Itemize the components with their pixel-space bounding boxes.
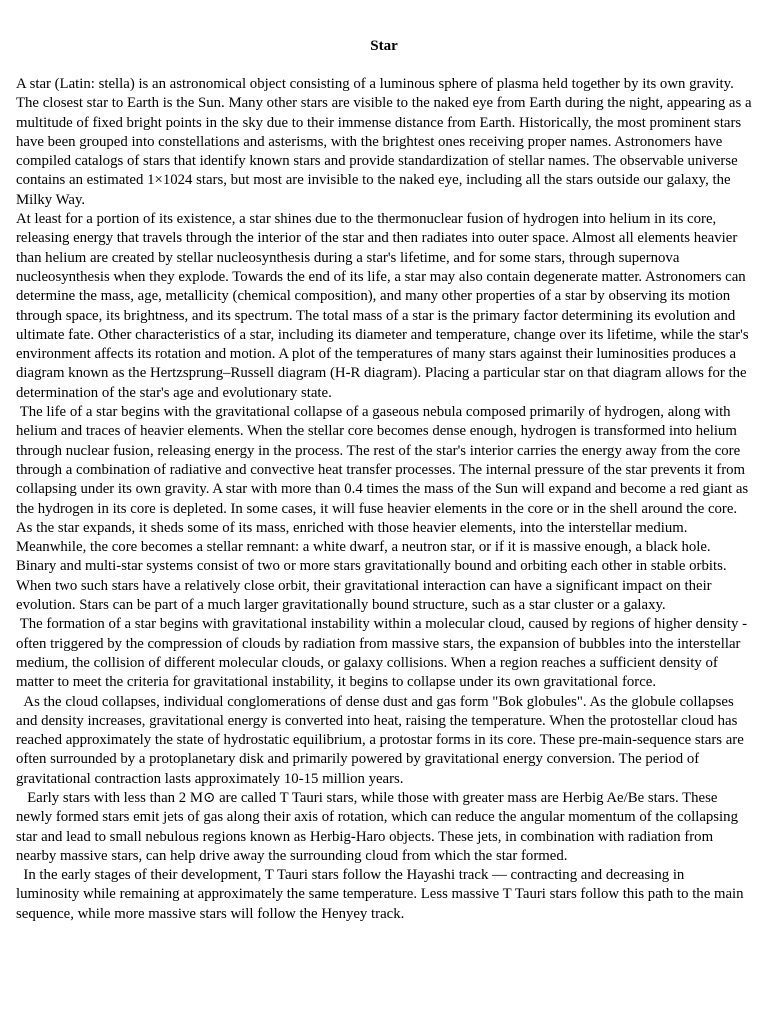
paragraph-hayashi-track: In the early stages of their development, T Tauri stars follow the Hayashi track — contracting and decreasing in luminosity while remaining at approximately the same temperature. Less massive T Tauri stars follow this path to the main sequence, while more massive stars will follow the Henyey track. xyxy=(16,867,748,922)
document-title: Star xyxy=(370,38,398,54)
paragraph-early-stars: Early stars with less than 2 M⊙ are called T Tauri stars, while those with greater mass are Herbig Ae/Be stars. These newly formed stars emit jets of gas along their axis of rotation, which can reduce the angular momentum of the collapsing star and lead to small nebulous regions known as Herbig-Haro objects. These jets, in combination with radiation from nearby massive stars, can help drive away the surrounding cloud from which the star formed. xyxy=(16,789,742,864)
paragraph-formation: The formation of a star begins with gravitational instability within a molecular cloud, caused by regions of higher density - often triggered by the compression of clouds by radiation from massive stars, the expansion of bubbles into the interstellar medium, the collision of different molecular clouds, or galaxy collisions. When a region reaches a sufficient density of matter to meet the criteria for gravitational instability, it begins to collapse under its own gravitational force. xyxy=(16,616,751,691)
paragraph-binary-systems: Binary and multi-star systems consist of two or more stars gravitationally bound and orbiting each other in stable orbits. When two such stars have a relatively close orbit, their gravitational interaction can have a significant impact on their evolution. Stars can be part of a much larger gravitationally bound structure, such as a star cluster or a galaxy. xyxy=(16,558,730,614)
paragraph-cloud-collapse: As the cloud collapses, individual conglomerations of dense dust and gas form "Bok globules". As the globule collapses and density increases, gravitational energy is converted into heat, raising the temperature. When the protostellar cloud has reached approximately the state of hydrostatic equilibrium, a protostar forms in its core. These pre-main-sequence stars are often surrounded by a protoplanetary disk and primarily powered by gravitational energy conversion. The period of gravitational contraction lasts approximately 10-15 million years. xyxy=(16,693,748,787)
paragraph-fusion: At least for a portion of its existence, a star shines due to the thermonuclear fusion of hydrogen into helium in its core, releasing energy that travels through the interior of the star and then radiates into outer space. Almost all elements heavier than helium are created by stellar nucleosynthesis during a star's lifetime, and for some stars, through supernova nucleosynthesis when they explode. Towards the end of its life, a star may also contain degenerate matter. Astronomers can determine the mass, age, metallicity (chemical composition), and many other properties of a star by observing its motion through space, its brightness, and its spectrum. The total mass of a star is the primary factor determining its evolution and ultimate fate. Other characteristics of a star, including its diameter and temperature, change over its lifetime, while the star's environment affects its rotation and motion. A plot of the temperatures of many stars against their luminosities produces a diagram known as the Hertzsprung–Russell diagram (H-R diagram). Placing a particular star on that diagram allows for the determination of the star's age and evolutionary state. xyxy=(16,211,753,401)
paragraph-life-cycle: The life of a star begins with the gravitational collapse of a gaseous nebula composed primarily of hydrogen, along with helium and traces of heavier elements. When the stellar core becomes dense enough, hydrogen is transformed into helium through nuclear fusion, releasing energy in the process. The rest of the star's interior carries the energy away from the core through a combination of radiative and convective heat transfer processes. The internal pressure of the star prevents it from collapsing under its own gravity. A star with more than 0.4 times the mass of the Sun will expand and become a red giant as the hydrogen in its core is depleted. In some cases, it will fuse heavier elements in the core or in the shell around the core. As the star expands, it sheds some of its mass, enriched with those heavier elements, into the interstellar medium. Meanwhile, the core becomes a stellar remnant: a white dwarf, a neutron star, or if it is massive enough, a black hole. xyxy=(16,404,752,556)
paragraph-introduction: A star (Latin: stella) is an astronomical object consisting of a luminous sphere of plasma held together by its own gravity. The closest star to Earth is the Sun. Many other stars are visible to the naked eye from Earth during the night, appearing as a multitude of fixed bright points in the sky due to their immense distance from Earth. Historically, the most prominent stars have been grouped into constellations and asterisms, with the brightest ones receiving proper names. Astronomers have compiled catalogs of stars that identify known stars and provide standardization of stellar names. The observable universe contains an estimated 1×1024 stars, but most are invisible to the naked eye, including all the stars outside our galaxy, the Milky Way. xyxy=(16,76,756,208)
document-body xyxy=(16,75,758,924)
